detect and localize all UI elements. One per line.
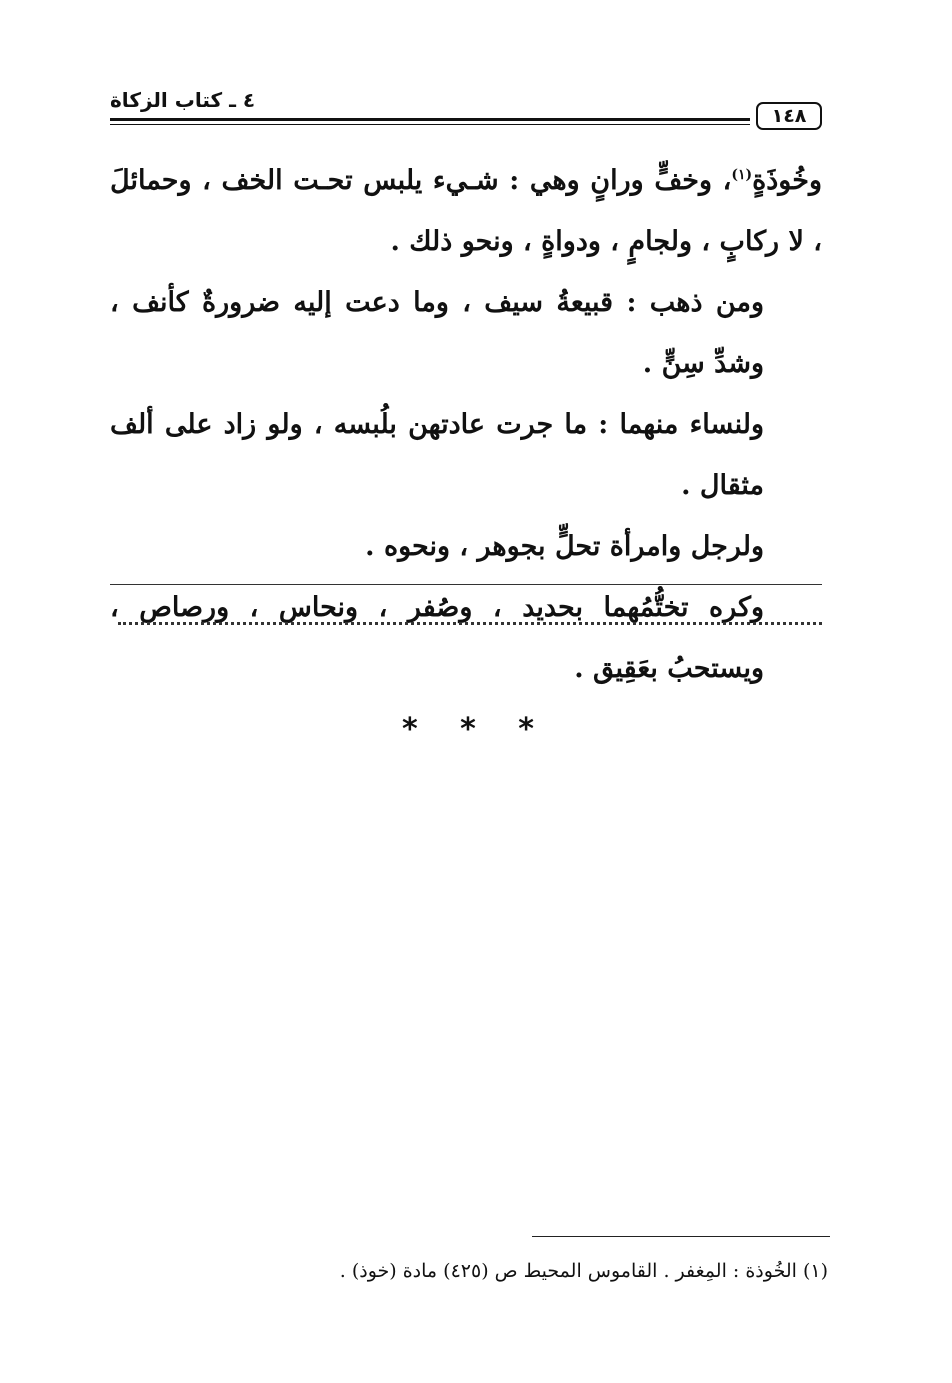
footnote: (١) الخُوذة : المِغفر . القاموس المحيط ص (٤٢٥) مادة (خوذ) . — [339, 1260, 828, 1282]
page-header — [110, 86, 822, 136]
paragraph-2: ومن ذهب : قبيعةُ سيف ، وما دعت إليه ضرورةٌ كأنف ، وشدِّ سِنٍّ . — [110, 287, 764, 379]
paragraph-4: ولرجل وامرأة تحلٍّ بجوهر ، ونحوه . — [365, 531, 764, 562]
paragraph-3: ولنساء منهما : ما جرت عادتهن بلُبسه ، ولو زاد على ألف مثقال . — [110, 409, 764, 501]
paragraph-1 — [110, 150, 822, 272]
paragraph-1-start: وخُوذَةٍ — [752, 165, 822, 196]
section-separator-line — [110, 584, 822, 585]
footnote-marker[interactable]: (١) — [731, 167, 753, 183]
section-end-asterisks: * * * — [402, 712, 550, 747]
page-number: ١٤٨ — [756, 102, 822, 130]
footnote-rule — [532, 1236, 830, 1237]
paragraph-1-rest: ، وخفٍّ ورانٍ وهي : شـيء يلبس تحـت الخف ، وحمائلَ ، لا ركابٍ ، ولجامٍ ، ودواةٍ ، ونحو ذلك . — [110, 165, 822, 257]
running-title: ٤ ـ كتاب الزكاة — [110, 88, 256, 112]
header-rule-thin — [110, 124, 750, 125]
paragraph-5: وكره تختُّمُهما بحديد ، وصُفر ، ونحاس ، ورصاص ، ويستحبُ بعَقِيق . — [110, 592, 764, 684]
dotted-separator — [118, 612, 822, 625]
header-rule-thick — [110, 118, 750, 121]
